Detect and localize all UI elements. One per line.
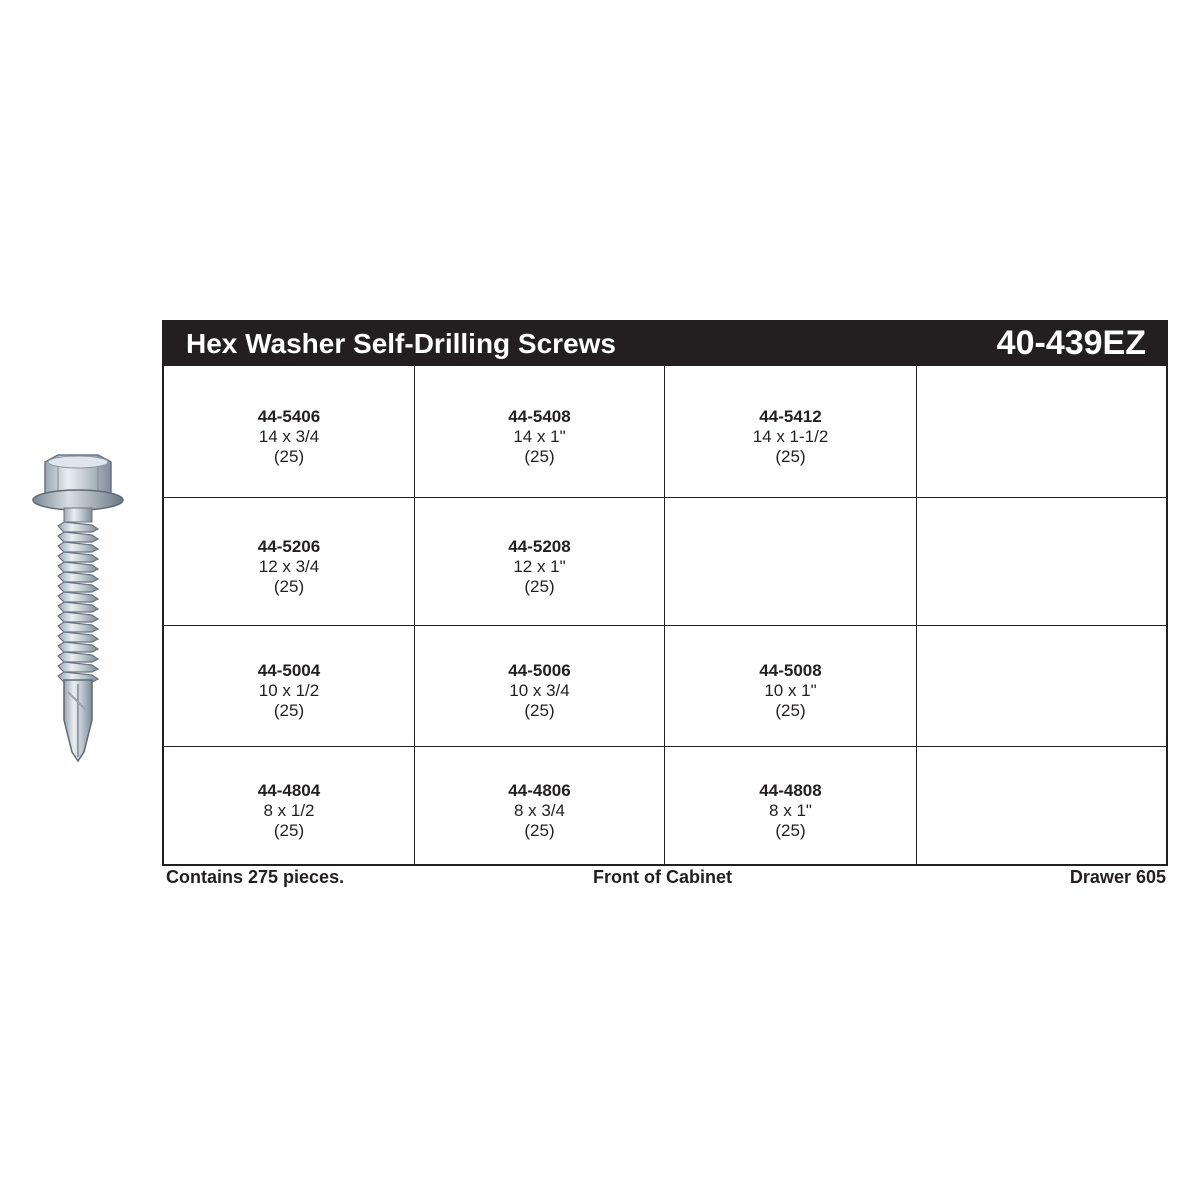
compartment-cell [164, 366, 414, 497]
screw-size: 10 x 1" [764, 681, 817, 700]
piece-quantity: (25) [273, 446, 305, 466]
compartment-cell [664, 746, 916, 864]
piece-quantity: (25) [775, 820, 806, 840]
part-number: 44-5406 [257, 406, 321, 426]
compartment-cell [414, 625, 664, 746]
drawer-number: Drawer 605 [1069, 867, 1166, 887]
piece-quantity: (25) [524, 701, 555, 720]
piece-quantity: (25) [775, 701, 806, 720]
screw-size: 14 x 3/4 [258, 426, 320, 446]
piece-quantity: (25) [273, 701, 305, 720]
piece-count: Contains 275 pieces. [166, 867, 345, 887]
compartment-cell [414, 366, 664, 497]
screw-size: 8 x 1" [769, 800, 812, 820]
screw-size: 12 x 3/4 [258, 556, 320, 576]
compartment-cell [916, 746, 1166, 864]
screw-size: 12 x 1" [513, 556, 566, 576]
part-number: 44-4806 [508, 780, 571, 800]
part-number: 44-4804 [257, 780, 321, 800]
screw-size: 8 x 1/2 [263, 800, 315, 820]
screw-size: 14 x 1-1/2 [752, 426, 829, 446]
piece-quantity: (25) [524, 820, 555, 840]
piece-quantity: (25) [273, 576, 305, 596]
compartment-cell [916, 366, 1166, 497]
cabinet-orientation: Front of Cabinet [593, 867, 732, 887]
piece-quantity: (25) [524, 576, 555, 596]
kit-number: 40-439EZ [996, 324, 1146, 362]
compartment-cell [164, 497, 414, 625]
chart-title: Hex Washer Self-Drilling Screws [186, 328, 616, 359]
drawer-compartment-grid [164, 366, 1166, 864]
hex-washer-self-drilling-screw-icon [28, 452, 128, 764]
piece-quantity: (25) [775, 446, 806, 466]
compartment-cell [414, 746, 664, 864]
assortment-chart [162, 320, 1168, 866]
part-number: 44-5408 [508, 406, 571, 426]
screw-size: 10 x 1/2 [258, 681, 320, 700]
piece-quantity: (25) [273, 820, 305, 840]
compartment-cell [916, 497, 1166, 625]
compartment-cell [664, 497, 916, 625]
compartment-cell [664, 625, 916, 746]
chart-header [164, 322, 1166, 366]
screw-size: 8 x 3/4 [513, 800, 566, 820]
part-number: 44-5008 [759, 661, 822, 680]
screw-size: 10 x 3/4 [509, 681, 570, 700]
compartment-cell [664, 366, 916, 497]
compartment-cell [164, 625, 414, 746]
part-number: 44-5208 [508, 536, 571, 556]
part-number: 44-5004 [257, 661, 321, 680]
part-number: 44-5006 [508, 661, 571, 680]
screw-size: 14 x 1" [513, 426, 566, 446]
compartment-cell [414, 497, 664, 625]
part-number: 44-4808 [759, 780, 822, 800]
compartment-cell [916, 625, 1166, 746]
part-number: 44-5206 [257, 536, 321, 556]
compartment-cell [164, 746, 414, 864]
piece-quantity: (25) [524, 446, 555, 466]
part-number: 44-5412 [759, 406, 822, 426]
